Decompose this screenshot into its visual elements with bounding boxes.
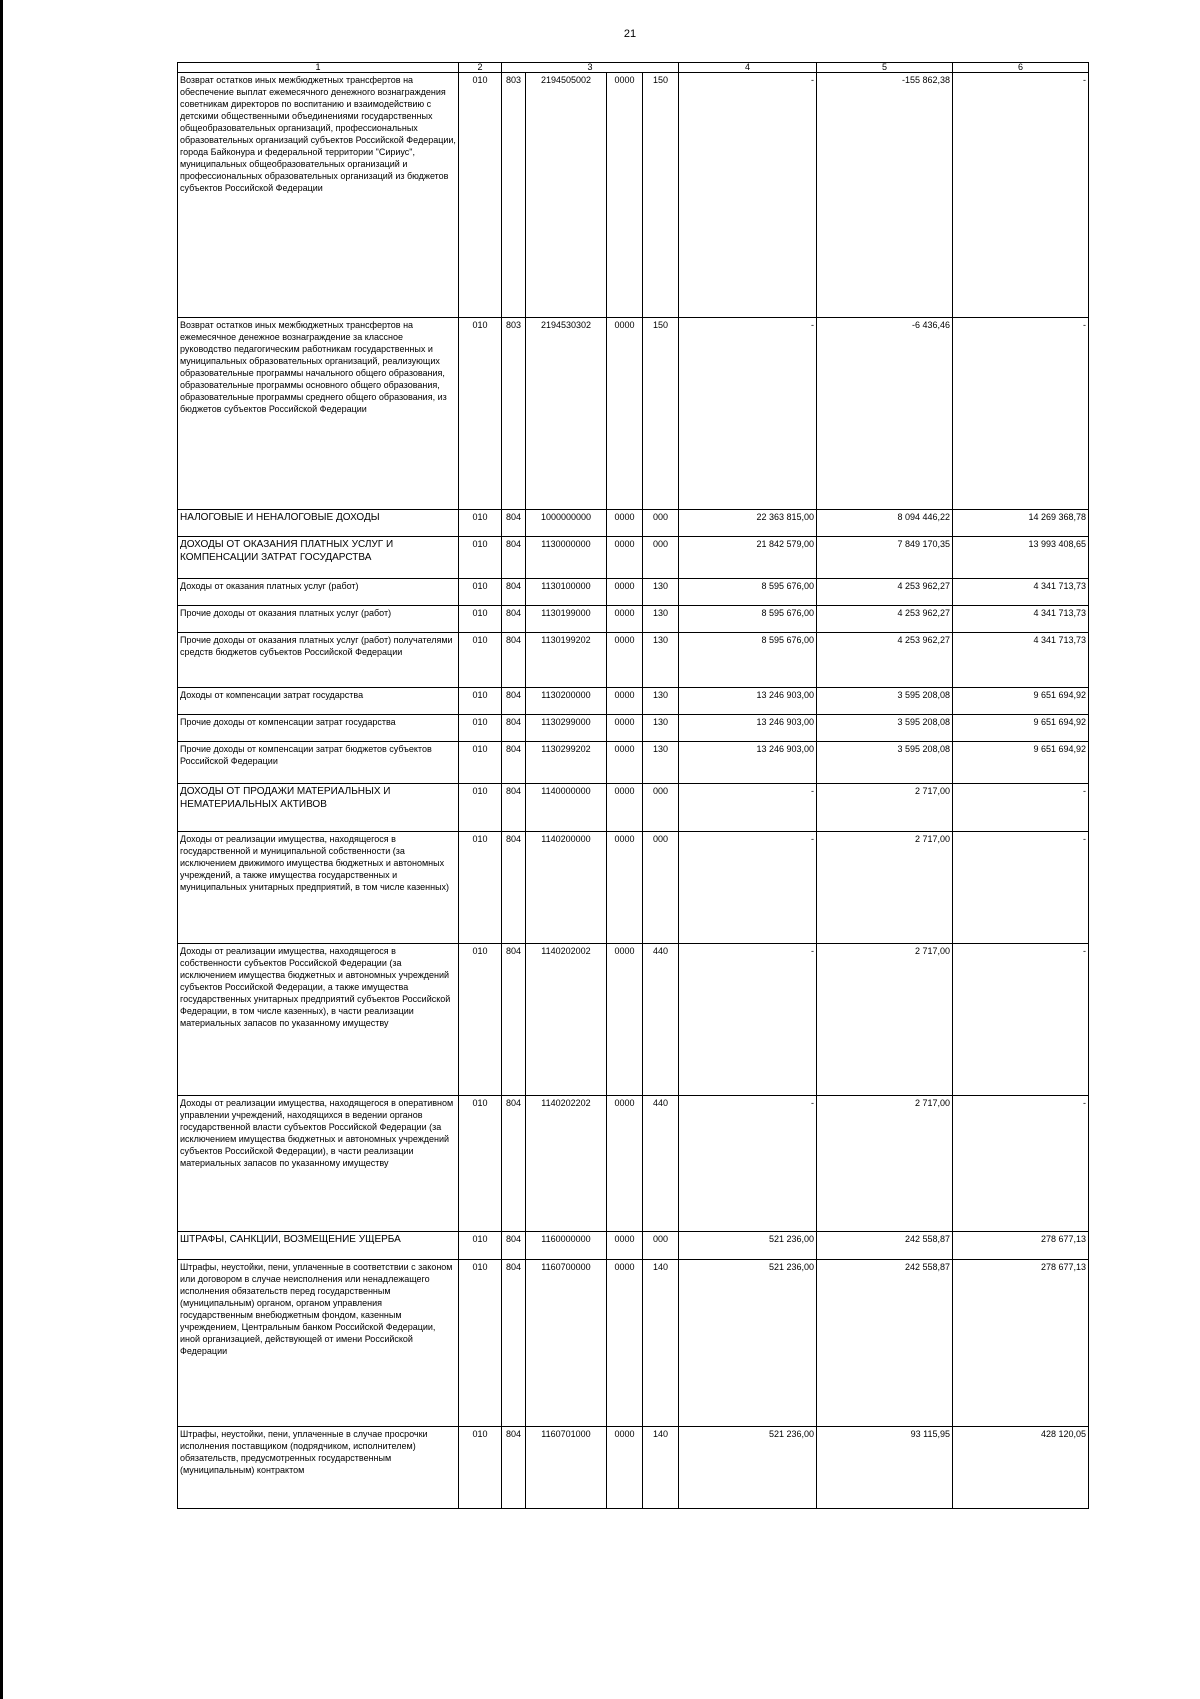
unexecuted-value: 278 677,13 xyxy=(953,1260,1089,1427)
budget-code-part: 0000 xyxy=(607,1427,643,1509)
executed-value: 242 558,87 xyxy=(817,1260,953,1427)
row-description: ШТРАФЫ, САНКЦИИ, ВОЗМЕЩЕНИЕ УЩЕРБА xyxy=(178,1232,459,1260)
unexecuted-value: 9 651 694,92 xyxy=(953,688,1089,715)
admin-code: 010 xyxy=(459,537,502,579)
admin-code: 010 xyxy=(459,318,502,510)
executed-value: 3 595 208,08 xyxy=(817,742,953,784)
table-row xyxy=(178,510,1089,537)
table-row xyxy=(178,1260,1089,1427)
row-description: Прочие доходы от компенсации затрат государства xyxy=(178,715,459,742)
executed-value: 2 717,00 xyxy=(817,784,953,832)
budget-code-part: 0000 xyxy=(607,832,643,944)
unexecuted-value: 4 341 713,73 xyxy=(953,579,1089,606)
row-description: Возврат остатков иных межбюджетных трансфертов на обеспечение выплат ежемесячного денежного вознаграждения советникам директоров по воспитанию и взаимодействию с детскими общественными объединениями государственных общеобразовательных организаций, профессиональных образовательных организаций субъектов Российской Федерации, города Байконура и федеральной территории "Сириус", муниципальных общеобразовательных организаций и профессиональных образовательных организаций из бюджетов субъектов Российской Федерации xyxy=(178,73,459,318)
budget-code-part: 0000 xyxy=(607,537,643,579)
admin-code: 010 xyxy=(459,688,502,715)
revenue-report-table xyxy=(177,62,1089,1509)
table-row xyxy=(178,1096,1089,1232)
budget-code-part: 0000 xyxy=(607,715,643,742)
budget-code-part: 0000 xyxy=(607,784,643,832)
admin-code: 010 xyxy=(459,742,502,784)
column-header-3: 3 xyxy=(502,63,679,73)
executed-value: 3 595 208,08 xyxy=(817,688,953,715)
approved-value: 13 246 903,00 xyxy=(679,742,817,784)
budget-code-part: 0000 xyxy=(607,73,643,318)
unexecuted-value: - xyxy=(953,832,1089,944)
table-row xyxy=(178,1232,1089,1260)
table-row xyxy=(178,579,1089,606)
column-header-6: 6 xyxy=(953,63,1089,73)
executed-value: 4 253 962,27 xyxy=(817,579,953,606)
executed-value: 242 558,87 xyxy=(817,1232,953,1260)
budget-code-part: 130 xyxy=(643,606,679,633)
approved-value: - xyxy=(679,784,817,832)
executed-value: -155 862,38 xyxy=(817,73,953,318)
budget-code-part: 1140202202 xyxy=(526,1096,607,1232)
admin-code: 010 xyxy=(459,944,502,1096)
budget-code-part: 0000 xyxy=(607,688,643,715)
executed-value: 2 717,00 xyxy=(817,832,953,944)
approved-value: 8 595 676,00 xyxy=(679,633,817,688)
budget-code-part: 0000 xyxy=(607,1096,643,1232)
page-number: 21 xyxy=(623,28,637,40)
approved-value: - xyxy=(679,1096,817,1232)
budget-code-part: 804 xyxy=(502,742,526,784)
row-description: Прочие доходы от компенсации затрат бюджетов субъектов Российской Федерации xyxy=(178,742,459,784)
row-description: Доходы от реализации имущества, находящегося в оперативном управлении учреждений, находящихся в ведении органов государственной власти субъектов Российской Федерации (за исключением имущества бюджетных и автономных учреждений субъектов Российской Федерации), в части реализации материальных запасов по указанному имуществу xyxy=(178,1096,459,1232)
unexecuted-value: 14 269 368,78 xyxy=(953,510,1089,537)
unexecuted-value: - xyxy=(953,73,1089,318)
budget-code-part: 804 xyxy=(502,715,526,742)
approved-value: - xyxy=(679,73,817,318)
admin-code: 010 xyxy=(459,832,502,944)
approved-value: - xyxy=(679,832,817,944)
budget-code-part: 804 xyxy=(502,1260,526,1427)
budget-code-part: 804 xyxy=(502,1096,526,1232)
approved-value: - xyxy=(679,318,817,510)
budget-code-part: 140 xyxy=(643,1427,679,1509)
budget-code-part: 1160701000 xyxy=(526,1427,607,1509)
budget-code-part: 0000 xyxy=(607,1260,643,1427)
row-description: Прочие доходы от оказания платных услуг (работ) получателями средств бюджетов субъектов Российской Федерации xyxy=(178,633,459,688)
admin-code: 010 xyxy=(459,1427,502,1509)
table-row xyxy=(178,688,1089,715)
row-description: НАЛОГОВЫЕ И НЕНАЛОГОВЫЕ ДОХОДЫ xyxy=(178,510,459,537)
budget-code-part: 0000 xyxy=(607,1232,643,1260)
budget-code-part: 000 xyxy=(643,784,679,832)
budget-code-part: 1130199202 xyxy=(526,633,607,688)
budget-code-part: 0000 xyxy=(607,633,643,688)
budget-code-part: 440 xyxy=(643,1096,679,1232)
budget-code-part: 2194505002 xyxy=(526,73,607,318)
executed-value: 93 115,95 xyxy=(817,1427,953,1509)
executed-value: 4 253 962,27 xyxy=(817,606,953,633)
executed-value: -6 436,46 xyxy=(817,318,953,510)
row-description: ДОХОДЫ ОТ ОКАЗАНИЯ ПЛАТНЫХ УСЛУГ И КОМПЕНСАЦИИ ЗАТРАТ ГОСУДАРСТВА xyxy=(178,537,459,579)
column-header-5: 5 xyxy=(817,63,953,73)
unexecuted-value: - xyxy=(953,1096,1089,1232)
budget-code-part: 0000 xyxy=(607,579,643,606)
approved-value: 13 246 903,00 xyxy=(679,715,817,742)
approved-value: 21 842 579,00 xyxy=(679,537,817,579)
admin-code: 010 xyxy=(459,1096,502,1232)
budget-code-part: 130 xyxy=(643,633,679,688)
budget-code-part: 1160700000 xyxy=(526,1260,607,1427)
table-row xyxy=(178,606,1089,633)
budget-code-part: 1130100000 xyxy=(526,579,607,606)
row-description: Штрафы, неустойки, пени, уплаченные в случае просрочки исполнения поставщиком (подрядчиком, исполнителем) обязательств, предусмотренных государственным (муниципальным) контрактом xyxy=(178,1427,459,1509)
approved-value: 521 236,00 xyxy=(679,1427,817,1509)
budget-code-part: 0000 xyxy=(607,606,643,633)
table-row xyxy=(178,715,1089,742)
admin-code: 010 xyxy=(459,510,502,537)
budget-code-part: 804 xyxy=(502,510,526,537)
scan-edge-bar xyxy=(0,0,3,1699)
table-row xyxy=(178,633,1089,688)
budget-code-part: 1000000000 xyxy=(526,510,607,537)
table-row xyxy=(178,944,1089,1096)
budget-code-part: 000 xyxy=(643,510,679,537)
budget-code-part: 130 xyxy=(643,715,679,742)
budget-code-part: 804 xyxy=(502,784,526,832)
column-header-4: 4 xyxy=(679,63,817,73)
approved-value: - xyxy=(679,944,817,1096)
unexecuted-value: 278 677,13 xyxy=(953,1232,1089,1260)
row-description: Доходы от оказания платных услуг (работ) xyxy=(178,579,459,606)
budget-code-part: 0000 xyxy=(607,318,643,510)
table-row xyxy=(178,537,1089,579)
column-header-2: 2 xyxy=(459,63,502,73)
admin-code: 010 xyxy=(459,579,502,606)
table-row xyxy=(178,742,1089,784)
budget-code-part: 804 xyxy=(502,688,526,715)
row-description: Доходы от реализации имущества, находящегося в государственной и муниципальной собственности (за исключением движимого имущества бюджетных и автономных учреждений, а также имущества государственных и муниципальных унитарных предприятий, в том числе казенных) xyxy=(178,832,459,944)
executed-value: 3 595 208,08 xyxy=(817,715,953,742)
table-row xyxy=(178,832,1089,944)
admin-code: 010 xyxy=(459,633,502,688)
row-description: Прочие доходы от оказания платных услуг (работ) xyxy=(178,606,459,633)
approved-value: 8 595 676,00 xyxy=(679,606,817,633)
budget-code-part: 140 xyxy=(643,1260,679,1427)
table-row xyxy=(178,318,1089,510)
unexecuted-value: 9 651 694,92 xyxy=(953,742,1089,784)
approved-value: 22 363 815,00 xyxy=(679,510,817,537)
budget-code-part: 440 xyxy=(643,944,679,1096)
budget-code-part: 803 xyxy=(502,73,526,318)
budget-code-part: 804 xyxy=(502,606,526,633)
unexecuted-value: - xyxy=(953,784,1089,832)
budget-code-part: 2194530302 xyxy=(526,318,607,510)
executed-value: 8 094 446,22 xyxy=(817,510,953,537)
admin-code: 010 xyxy=(459,715,502,742)
budget-code-part: 130 xyxy=(643,742,679,784)
admin-code: 010 xyxy=(459,1232,502,1260)
row-description: Возврат остатков иных межбюджетных трансфертов на ежемесячное денежное вознаграждение за классное руководство педагогическим работникам государственных и муниципальных образовательных организаций, реализующих образовательные программы начального общего образования, образовательные программы основного общего образования, образовательные программы среднего общего образования, из бюджетов субъектов Российской Федерации xyxy=(178,318,459,510)
budget-code-part: 804 xyxy=(502,537,526,579)
table-row xyxy=(178,73,1089,318)
budget-code-part: 130 xyxy=(643,579,679,606)
budget-code-part: 150 xyxy=(643,318,679,510)
row-description: Доходы от компенсации затрат государства xyxy=(178,688,459,715)
unexecuted-value: - xyxy=(953,318,1089,510)
unexecuted-value: 9 651 694,92 xyxy=(953,715,1089,742)
admin-code: 010 xyxy=(459,606,502,633)
unexecuted-value: 4 341 713,73 xyxy=(953,633,1089,688)
executed-value: 4 253 962,27 xyxy=(817,633,953,688)
unexecuted-value: 4 341 713,73 xyxy=(953,606,1089,633)
budget-code-part: 150 xyxy=(643,73,679,318)
row-description: ДОХОДЫ ОТ ПРОДАЖИ МАТЕРИАЛЬНЫХ И НЕМАТЕРИАЛЬНЫХ АКТИВОВ xyxy=(178,784,459,832)
budget-code-part: 1140000000 xyxy=(526,784,607,832)
budget-code-part: 1130299202 xyxy=(526,742,607,784)
budget-code-part: 804 xyxy=(502,832,526,944)
budget-code-part: 803 xyxy=(502,318,526,510)
budget-code-part: 0000 xyxy=(607,944,643,1096)
executed-value: 2 717,00 xyxy=(817,944,953,1096)
admin-code: 010 xyxy=(459,784,502,832)
budget-code-part: 0000 xyxy=(607,510,643,537)
budget-code-part: 1160000000 xyxy=(526,1232,607,1260)
budget-code-part: 1130000000 xyxy=(526,537,607,579)
approved-value: 8 595 676,00 xyxy=(679,579,817,606)
executed-value: 7 849 170,35 xyxy=(817,537,953,579)
executed-value: 2 717,00 xyxy=(817,1096,953,1232)
budget-code-part: 1130200000 xyxy=(526,688,607,715)
budget-code-part: 1130299000 xyxy=(526,715,607,742)
budget-code-part: 804 xyxy=(502,1427,526,1509)
table-row xyxy=(178,1427,1089,1509)
approved-value: 13 246 903,00 xyxy=(679,688,817,715)
budget-code-part: 000 xyxy=(643,1232,679,1260)
approved-value: 521 236,00 xyxy=(679,1232,817,1260)
budget-code-part: 1140200000 xyxy=(526,832,607,944)
budget-code-part: 804 xyxy=(502,944,526,1096)
admin-code: 010 xyxy=(459,1260,502,1427)
unexecuted-value: - xyxy=(953,944,1089,1096)
admin-code: 010 xyxy=(459,73,502,318)
budget-code-part: 1130199000 xyxy=(526,606,607,633)
budget-code-part: 804 xyxy=(502,1232,526,1260)
budget-code-part: 1140202002 xyxy=(526,944,607,1096)
row-description: Штрафы, неустойки, пени, уплаченные в соответствии с законом или договором в случае неисполнения или ненадлежащего исполнения обязательств перед государственным (муниципальным) органом, органом управления государственным внебюджетным фондом, казенным учреждением, Центральным банком Российской Федерации, иной организацией, действующей от имени Российской Федерации xyxy=(178,1260,459,1427)
budget-code-part: 000 xyxy=(643,832,679,944)
unexecuted-value: 428 120,05 xyxy=(953,1427,1089,1509)
column-number-row xyxy=(178,63,1089,73)
budget-code-part: 804 xyxy=(502,579,526,606)
budget-code-part: 0000 xyxy=(607,742,643,784)
unexecuted-value: 13 993 408,65 xyxy=(953,537,1089,579)
table-row xyxy=(178,784,1089,832)
budget-code-part: 130 xyxy=(643,688,679,715)
column-header-1: 1 xyxy=(178,63,459,73)
budget-code-part: 804 xyxy=(502,633,526,688)
row-description: Доходы от реализации имущества, находящегося в собственности субъектов Российской Федерации (за исключением имущества бюджетных и автономных учреждений субъектов Российской Федерации, а также имущества государственных унитарных предприятий субъектов Российской Федерации, в том числе казенных), в части реализации материальных запасов по указанному имуществу xyxy=(178,944,459,1096)
approved-value: 521 236,00 xyxy=(679,1260,817,1427)
budget-code-part: 000 xyxy=(643,537,679,579)
